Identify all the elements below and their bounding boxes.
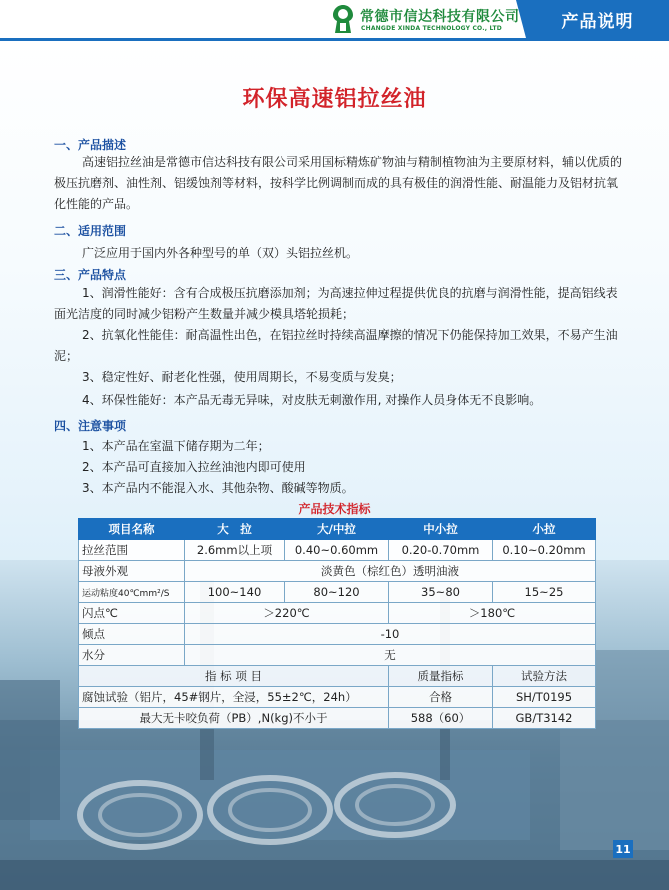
table-row bbox=[79, 540, 596, 561]
note-item: 2、本产品可直接加入拉丝油池内即可使用 bbox=[82, 460, 306, 474]
description-text: 高速铝拉丝油是常德市信达科技有限公司采用国标精炼矿物油与精制植物油为主要原材料，辅以优质的极压抗磨剂、油性剂、铝缓蚀剂等材料，按科学比例调制而成的具有极佳的润滑性能、耐温能力及铝材抗氧化性能的产品。 bbox=[54, 155, 623, 211]
table-cell: 运动粘度40℃mm²/S bbox=[79, 582, 185, 603]
header-divider bbox=[0, 38, 669, 41]
table-cell: 指 标 项 目 bbox=[79, 666, 389, 687]
table-header-cell: 中小拉 bbox=[389, 519, 493, 540]
table-header-cell: 项目名称 bbox=[79, 519, 185, 540]
table-cell: 倾点 bbox=[79, 624, 185, 645]
note-item: 1、本产品在室温下储存期为二年； bbox=[82, 439, 270, 453]
company-logo-icon bbox=[329, 3, 357, 35]
feature-item: 1、润滑性能好：含有合成极压抗磨添加剂；为高速拉伸过程提供优良的抗磨与润滑性能，提高铝线表面光洁度的同时减少铝粉产生数量并减少模具塔轮损耗； bbox=[54, 286, 618, 321]
table-cell: ＞180℃ bbox=[389, 603, 596, 624]
table-cell: 拉丝范围 bbox=[79, 540, 185, 561]
heading-scope: 二、适用范围 bbox=[54, 224, 127, 238]
section-tab: 产品说明 bbox=[526, 0, 669, 38]
heading-features: 三、产品特点 bbox=[54, 268, 127, 282]
table-cell: 100~140 bbox=[185, 582, 285, 603]
table-cell: 水分 bbox=[79, 645, 185, 666]
table-cell: 合格 bbox=[389, 687, 493, 708]
table-cell: 腐蚀试验（铝片，45#钢片，全浸，55±2℃，24h） bbox=[79, 687, 389, 708]
table-cell: 最大无卡咬负荷（PB）,N(kg)不小于 bbox=[79, 708, 389, 729]
company-name: 常德市信达科技有限公司 bbox=[360, 9, 520, 25]
table-cell: GB/T3142 bbox=[493, 708, 596, 729]
table-cell: 80~120 bbox=[285, 582, 389, 603]
table-cell: 15~25 bbox=[493, 582, 596, 603]
feature-item: 4、环保性能好：本产品无毒无异味，对皮肤无刺激作用, 对操作人员身体无不良影响。 bbox=[82, 393, 542, 407]
feature-item: 2、抗氧化性能佳：耐高温性出色，在铝拉丝时持续高温摩擦的情况下仍能保持加工效果，不易产生油泥； bbox=[54, 328, 618, 363]
table-cell: 质量指标 bbox=[389, 666, 493, 687]
table-row bbox=[79, 687, 596, 708]
table-cell: 2.6mm以上项 bbox=[185, 540, 285, 561]
table-cell: 35~80 bbox=[389, 582, 493, 603]
table-cell: SH/T0195 bbox=[493, 687, 596, 708]
table-row bbox=[79, 708, 596, 729]
table-row bbox=[79, 624, 596, 645]
table-header-cell: 大/中拉 bbox=[285, 519, 389, 540]
table-header-row bbox=[79, 519, 596, 540]
table-cell: 588（60） bbox=[389, 708, 493, 729]
table-subheader-row bbox=[79, 666, 596, 687]
scope-text: 广泛应用于国内外各种型号的单（双）头铝拉丝机。 bbox=[82, 246, 359, 260]
table-row bbox=[79, 603, 596, 624]
page-number: 11 bbox=[613, 840, 633, 858]
table-title: 产品技术指标 bbox=[298, 502, 371, 516]
table-row bbox=[79, 561, 596, 582]
table-cell: 淡黄色（棕红色）透明油液 bbox=[185, 561, 596, 582]
table-row bbox=[79, 582, 596, 603]
company-name-en: CHANGDE XINDA TECHNOLOGY CO., LTD bbox=[361, 25, 502, 32]
table-cell: 0.20-0.70mm bbox=[389, 540, 493, 561]
table-header-cell: 大 拉 bbox=[185, 519, 285, 540]
table-cell: -10 bbox=[185, 624, 596, 645]
heading-notes: 四、注意事项 bbox=[54, 419, 127, 433]
spec-table bbox=[78, 518, 596, 729]
table-cell: ＞220℃ bbox=[185, 603, 389, 624]
table-row bbox=[79, 645, 596, 666]
table-cell: 闪点℃ bbox=[79, 603, 185, 624]
table-cell: 无 bbox=[185, 645, 596, 666]
table-cell: 试验方法 bbox=[493, 666, 596, 687]
heading-description: 一、产品描述 bbox=[54, 138, 127, 152]
table-header-cell: 小拉 bbox=[493, 519, 596, 540]
note-item: 3、本产品内不能混入水、其他杂物、酸碱等物质。 bbox=[82, 481, 354, 495]
table-cell: 母液外观 bbox=[79, 561, 185, 582]
table-cell: 0.40~0.60mm bbox=[285, 540, 389, 561]
feature-item: 3、稳定性好、耐老化性强，使用周期长，不易变质与发臭； bbox=[82, 370, 402, 384]
table-cell: 0.10~0.20mm bbox=[493, 540, 596, 561]
product-title: 环保高速铝拉丝油 bbox=[242, 87, 427, 112]
